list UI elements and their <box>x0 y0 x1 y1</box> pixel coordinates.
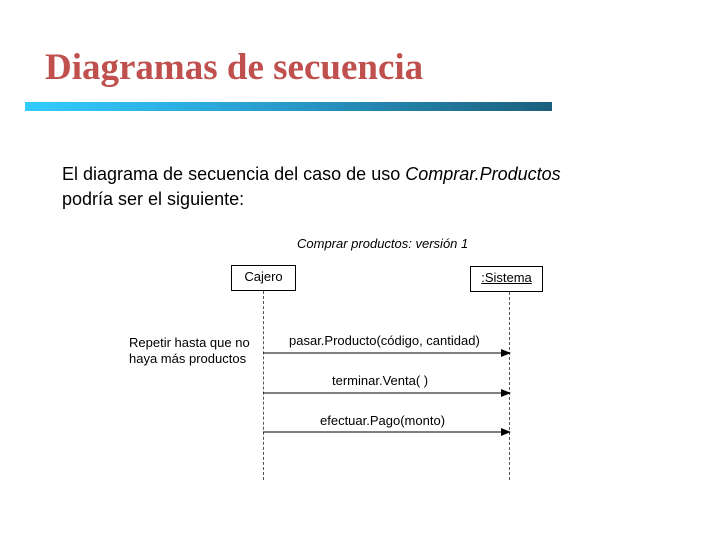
message-arrow-terminar-venta <box>263 389 511 397</box>
use-case-name: Comprar.Productos <box>405 164 561 184</box>
message-arrow-efectuar-pago <box>263 428 511 436</box>
intro-line-2: podría ser el siguiente: <box>62 189 245 209</box>
message-arrow-pasar-producto <box>263 349 511 357</box>
loop-note-line-1: Repetir hasta que no <box>129 335 250 350</box>
loop-note-line-2: haya más productos <box>129 351 247 366</box>
intro-prefix: El diagrama de secuencia del caso de uso <box>62 164 406 184</box>
diagram-title: Comprar productos: versión 1 <box>297 236 469 251</box>
actor-label: Cajero <box>244 269 283 284</box>
message-label-terminar-venta: terminar.Venta( ) <box>332 373 429 388</box>
slide-title: Diagramas de secuencia <box>45 47 424 88</box>
message-label-efectuar-pago: efectuar.Pago(monto) <box>320 413 446 428</box>
message-label-pasar-producto: pasar.Producto(código, cantidad) <box>289 333 480 348</box>
system-label: :Sistema <box>481 270 532 285</box>
